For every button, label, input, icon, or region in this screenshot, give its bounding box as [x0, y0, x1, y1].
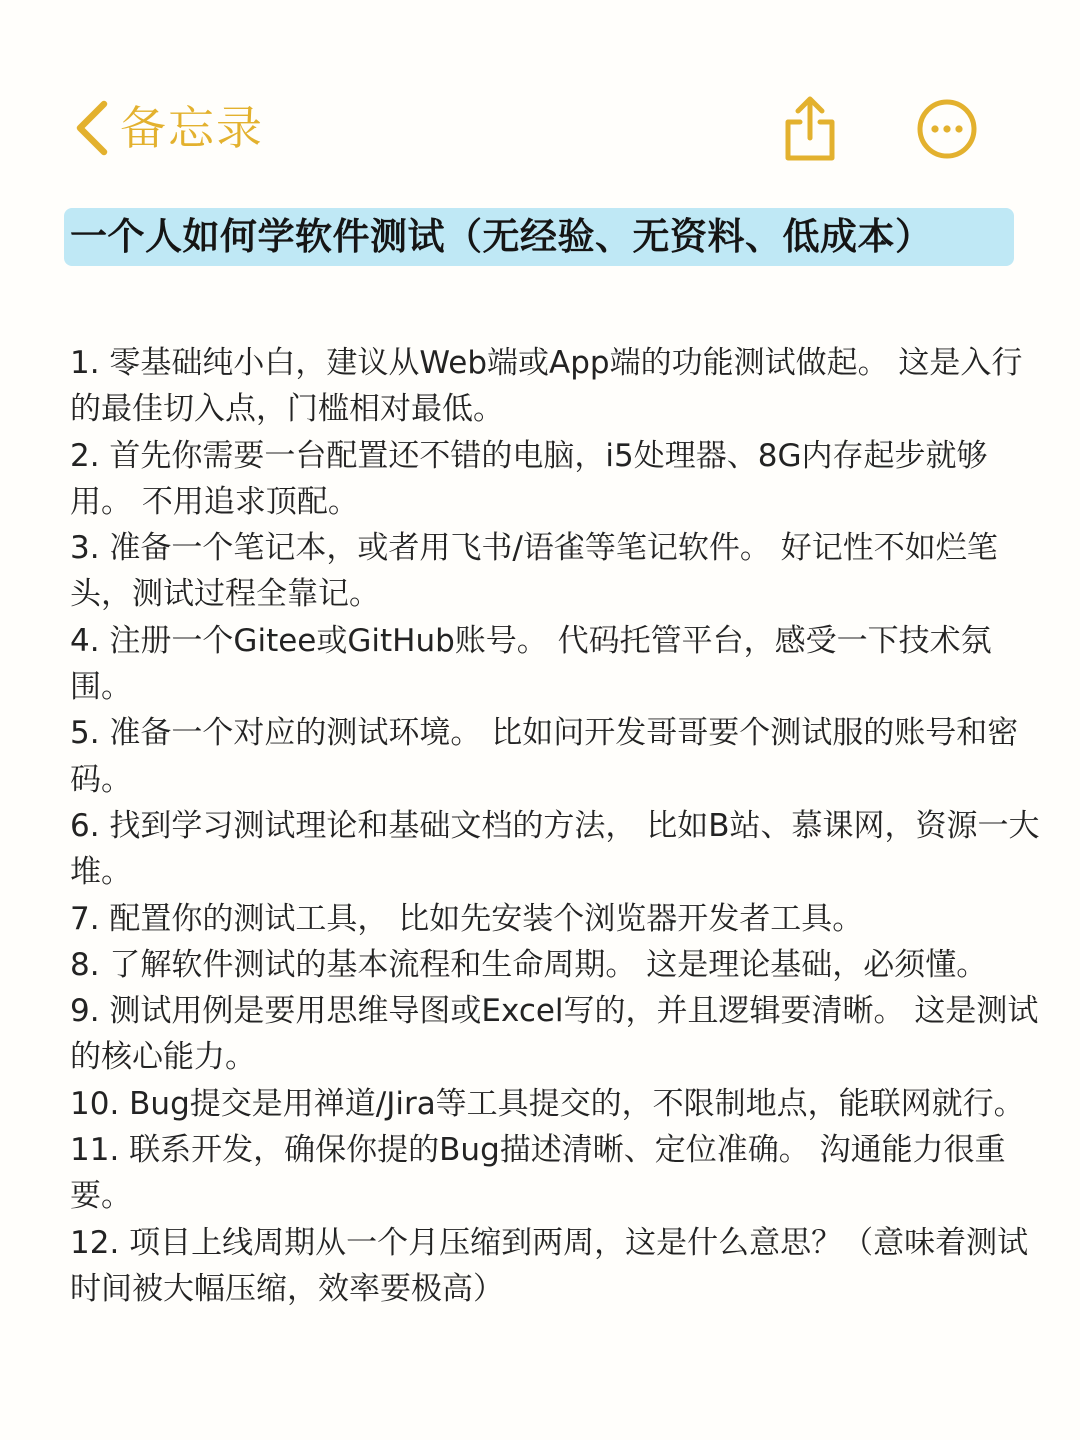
- list-item: 11. 联系开发，确保你提的Bug描述清晰、定位准确。 沟通能力很重要。: [70, 1132, 1006, 1215]
- list-item: 1. 零基础纯小白，建议从Web端或App端的功能测试做起。 这是入行的最佳切入点，门槛相对最低。: [70, 345, 1023, 428]
- list-item: 12. 项目上线周期从一个月压缩到两周，这是什么意思？（意味着测试时间被大幅压缩，效率要极高）: [70, 1224, 1029, 1307]
- share-icon[interactable]: [782, 94, 838, 162]
- list-item: 9. 测试用例是要用思维导图或Excel写的，并且逻辑要清晰。 这是测试的核心能力。: [70, 993, 1039, 1076]
- list-item: 10. Bug提交是用禅道/Jira等工具提交的，不限制地点，能联网就行。: [70, 1085, 1025, 1122]
- navigation-bar: [0, 90, 1080, 170]
- list-item: 4. 注册一个Gitee或GitHub账号。 代码托管平台，感受一下技术氛围。: [70, 622, 992, 706]
- back-button-label: 备忘录: [120, 101, 264, 155]
- list-item: 8. 了解软件测试的基本流程和生命周期。 这是理论基础，必须懂。: [70, 946, 988, 983]
- chevron-left-icon: [72, 98, 112, 158]
- list-item: 5. 准备一个对应的测试环境。 比如问开发哥哥要个测试服的账号和密码。: [70, 715, 1019, 798]
- back-button[interactable]: [72, 98, 264, 158]
- note-title: 一个人如何学软件测试（无经验、无资料、低成本）: [70, 215, 933, 258]
- list-item: 6. 找到学习测试理论和基础文档的方法， 比如B站、慕课网，资源一大堆。: [70, 807, 1040, 891]
- note-title-highlight: [64, 208, 1014, 266]
- list-item: 3. 准备一个笔记本，或者用飞书/语雀等笔记软件。 好记性不如烂笔头，测试过程全靠记。: [70, 530, 998, 613]
- list-item: 7. 配置你的测试工具， 比如先安装个浏览器开发者工具。: [70, 900, 864, 937]
- more-icon[interactable]: [916, 98, 978, 160]
- list-item: 2. 首先你需要一台配置还不错的电脑，i5处理器、8G内存起步就够用。 不用追求顶配。: [70, 437, 988, 520]
- note-body[interactable]: [70, 340, 1040, 1312]
